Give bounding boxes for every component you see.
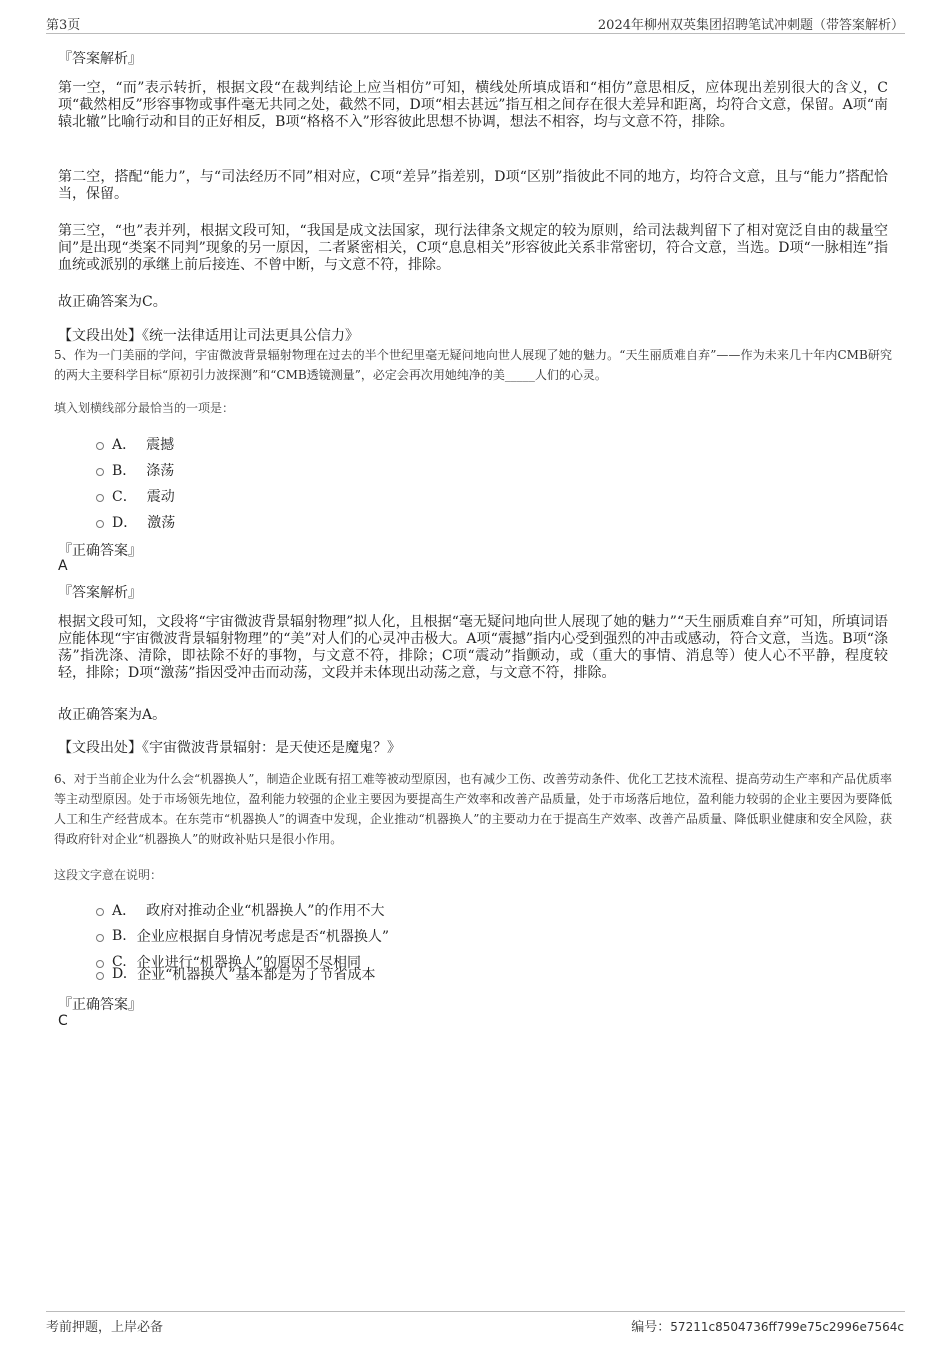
option-text: 企业应根据自身情况考虑是否“机器换人”	[136, 929, 390, 945]
q5-option-d[interactable]	[96, 512, 175, 532]
q5-option-b[interactable]	[96, 460, 174, 480]
option-key: C．	[112, 489, 137, 505]
document-code-value: 57211c8504736ff799e75c2996e7564c	[670, 1320, 904, 1334]
option-text: 涤荡	[146, 463, 175, 479]
footer-slogan: 考前押题，上岸必备	[46, 1320, 164, 1335]
conclusion: 故正确答案为A。	[58, 707, 167, 723]
analysis-label: 『答案解析』	[58, 51, 142, 67]
option-key: C.	[112, 954, 127, 970]
analysis-paragraph-2: 第二空，搭配“能力”，与“司法经历不同”相对应，C项“差异”指差别，D项“区别”指彼此不同的地方，均符合文意，且与“能力”搭配恰当，保留。	[58, 169, 888, 202]
q6-option-d[interactable]	[96, 964, 376, 984]
question-6-prompt: 这段文字意在说明：	[54, 868, 163, 882]
document-code-label: 编号：	[631, 1320, 671, 1335]
q6-option-b[interactable]	[96, 926, 389, 946]
q6-option-a[interactable]	[96, 900, 384, 920]
source-citation: 【文段出处】《宇宙微波背景辐射：是天使还是魔鬼？》	[58, 740, 401, 756]
option-key: B.	[112, 928, 127, 944]
option-key: A．	[112, 437, 137, 453]
header-rule	[46, 33, 905, 34]
option-text: 企业“机器换人”基本都是为了节省成本	[137, 967, 376, 983]
analysis-label: 『答案解析』	[58, 585, 142, 601]
page-number: 第3页	[46, 18, 81, 33]
analysis-paragraph-3: 第三空，“也”表并列，根据文段可知，“我国是成文法国家，现行法律条文规定的较为原则，给司法裁判留下了相对宽泛自由的裁量空间”是出现“类案不同判”现象的另一原因，二者紧密相关，C项“息息相关”形容彼此关系非常密切，符合文意，当选。D项“一脉相连”指血统或派别的承继上前后接连、不曾中断，与文意不符，排除。	[58, 223, 888, 273]
radio-icon[interactable]	[96, 468, 104, 476]
option-text: 激荡	[147, 515, 176, 531]
radio-icon[interactable]	[96, 972, 104, 980]
option-text: 企业进行“机器换人”的原因不尽相同	[136, 955, 361, 971]
question-6-stem: 6、对于当前企业为什么会“机器换人”，制造企业既有招工难等被动型原因，也有减少工伤、改善劳动条件、优化工艺技术流程、提高劳动生产率和产品优质率等主动型原因。处于市场领先地位，盈利能力较强的企业主要因为要提高生产效率和改善产品质量，处于市场落后地位，盈利能力较弱的企业主要因为要降低人工和生产经营成本。在东莞市“机器换人”的调查中发现，企业推动“机器换人”的主要动力在于提高生产效率、改善产品质量、降低职业健康和安全风险，获得政府针对企业“机器换人”的财政补贴只是很小作用。	[54, 772, 892, 846]
source-citation: 【文段出处】《统一法律适用让司法更具公信力》	[58, 328, 359, 344]
radio-icon[interactable]	[96, 908, 104, 916]
option-text: 震撼	[146, 437, 175, 453]
correct-answer-label: 『正确答案』	[58, 997, 142, 1013]
option-key: B．	[112, 463, 137, 479]
radio-icon[interactable]	[96, 442, 104, 450]
q5-option-c[interactable]	[96, 486, 175, 506]
correct-answer-label: 『正确答案』	[58, 543, 142, 559]
option-text: 震动	[146, 489, 175, 505]
option-key: A．	[112, 903, 137, 919]
option-key: D.	[112, 966, 128, 982]
option-key: D．	[112, 515, 138, 531]
correct-answer: A	[58, 558, 68, 574]
q5-option-a[interactable]	[96, 434, 174, 454]
analysis-paragraph-1: 第一空，“而”表示转折，根据文段“在裁判结论上应当相仿”可知，横线处所填成语和“相仿”意思相反，应体现出差别很大的含义，C项“截然相反”形容事物或事件毫无共同之处，截然不同，D项“相去甚远”指互相之间存在很大差异和距离，均符合文意，保留。A项“南辕北辙”比喻行动和目的正好相反，B项“格格不入”形容彼此思想不协调，想法不相容，均与文意不符，排除。	[58, 80, 888, 130]
conclusion: 故正确答案为C。	[58, 294, 167, 310]
radio-icon[interactable]	[96, 934, 104, 942]
question-5-stem: 5、作为一门美丽的学问，宇宙微波背景辐射物理在过去的半个世纪里毫无疑问地向世人展现了她的魅力。“天生丽质难自弃”——作为未来几十年内CMB研究的两大主要科学目标“原初引力波探测”和“CMB透镜测量”，必定会再次用她纯净的美_____人们的心灵。	[54, 348, 892, 382]
question-5-analysis: 根据文段可知，文段将“宇宙微波背景辐射物理”拟人化，且根据“毫无疑问地向世人展现了她的魅力”“天生丽质难自弃”可知，所填词语应能体现“宇宙微波背景辐射物理”的“美”对人们的心灵冲击极大。A项“震撼”指内心受到强烈的冲击或感动，符合文意，当选。B项“涤荡”指洗涤、清除，即祛除不好的事物，与文意不符，排除；C项“震动”指颤动，或（重大的事情、消息等）使人心不平静，程度较轻，排除；D项“激荡”指因受冲击而动荡，文段并未体现出动荡之意，与文意不符，排除。	[58, 614, 888, 681]
option-text: 政府对推动企业“机器换人”的作用不大	[146, 903, 385, 919]
footer-rule	[46, 1311, 905, 1312]
document-title: 2024年柳州双英集团招聘笔试冲刺题（带答案解析）	[597, 18, 904, 33]
radio-icon[interactable]	[96, 520, 104, 528]
radio-icon[interactable]	[96, 494, 104, 502]
correct-answer: C	[58, 1013, 68, 1029]
document-code	[631, 1316, 904, 1335]
question-5-prompt: 填入划横线部分最恰当的一项是：	[54, 401, 235, 415]
